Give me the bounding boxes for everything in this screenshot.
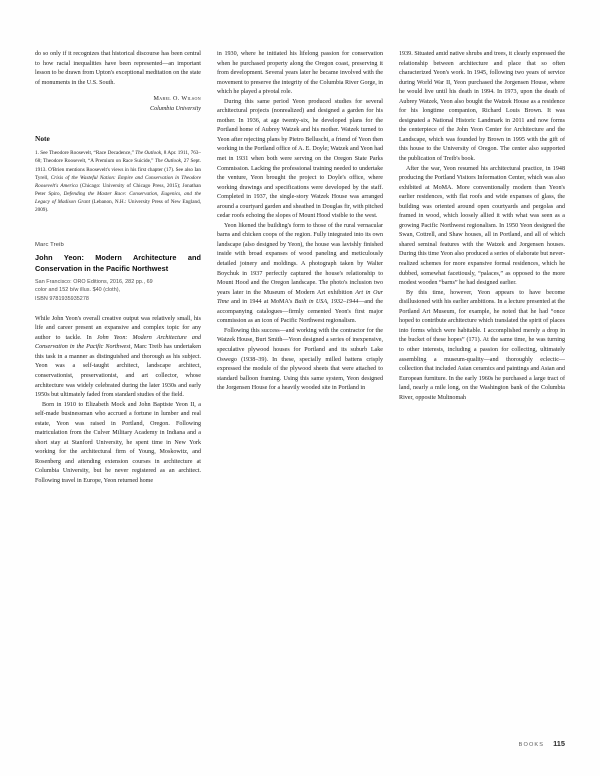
column2-paragraph-3	[217, 222, 383, 327]
column2-paragraph-1: in 1930, where he initiated his lifelong passion for conservation when he purchased property along the Oregon coast, preserving it from development. Several years later he became involved with the movement to preserve the integrity of the Columbia River Gorge, in which he played a pivotal role.	[217, 51, 383, 96]
review-p1-part-b: , Marc Treib has undertaken this task in a manner as distinguished and thorough as his subject. Yeon was a self-taught architect, landscape architect, conservationist, preservationist, and art collector, whose architecture was widely celebrated during the later 1930s and early 1950s but ultimately faded from standard studies of the field.	[35, 344, 201, 399]
three-column-layout	[35, 50, 565, 705]
column3-paragraph-1: 1939. Situated amid native shrubs and trees, it clearly expressed the relationship between architecture and place that so often characterized Yeon's work. In 1945, following two years of service during World War II, Yeon purchased the Jorgensen House, where he would live until his death in 1994. In 1973, upon the death of Aubrey Watzek, Yeon also bought the Watzek House as a residence for his longtime companion, Richard Louis Brown. It was designated a National Historic Landmark in 2011 and now forms the centerpiece of the John Yeon Center for Architecture and the Landscape, which was founded by Brown in 1995 with the gift of this house to the University of Oregon. The center also supported the publication of Treib's book.	[399, 51, 565, 163]
note-segment-3: 27 Sept. 1913. O'Brien mentions Roosevelt's views in his first chapter (17). See also Ian Tyrell,	[35, 158, 201, 181]
publication-line-2: color and 152 b/w illus. $40 (cloth),	[35, 287, 121, 294]
column3-paragraph-2: After the war, Yeon resumed his architectural practice, in 1948 producing the Portland Visitors Information Center, which was also exhibited at MoMA. More conventionally modern than Yeon's earlier residences, with flat roofs and wide expanses of glass, the building was oriented around open courtyards and pergolas and framed in wood, which loosely allied it with what was seen as a growing Pacific Northwest regionalism. In 1950 Yeon designed the Swan, Cottrell, and Shaw houses, all in Portland, and all of which shared seminal features with the Watzek and Jorgensen houses. During this time Yeon also produced a series of elaborate but never-realized schemes for more expansive formal residences, which he dubbed, somewhat facetiously, “palaces,” as opposed to the more modest wooden “barns” he had designed earlier.	[399, 165, 565, 287]
book-review-header	[35, 241, 201, 274]
footer-page-number: 115	[553, 739, 565, 748]
note-italic-1: The Outlook,	[135, 150, 163, 157]
note-segment-5: (Lebanon, N.H.: University Press of New England, 2009).	[35, 198, 201, 213]
column2-p3-part-c: —and the accompanying catalogues—firmly cemented Yeon's first major commission as an icon of Pacific Northwest regionalism.	[217, 299, 383, 325]
column2-p3-part-b: and in 1944 at MoMA's	[228, 299, 295, 306]
column-two	[217, 50, 383, 705]
column-three	[399, 50, 565, 705]
column2-p3-part-a: Yeon likened the building's form to those of the rural vernacular barns and chicken coops of the region. Fully integrated into its own landscape (also designed by Yeon), the house was lavishly finished inside with broad expanses of wood paneling and meticulously detailed joinery and moldings. A photograph taken by Walter Boychuk in 1937 perfectly captured the house's relationship to Mount Hood and the Oregon landscape. The photo's inclusion two years later in the Museum of Modern Art exhibition	[217, 222, 383, 296]
column-one	[35, 50, 201, 705]
page-footer	[519, 739, 565, 748]
note-segment-2: 8 Apr. 1911, 763–68; Theodore Roosevelt, “A Premium on Race Suicide,”	[35, 150, 201, 165]
note-segment-1: 1. See Theodore Roosevelt, “Race Decadence,”	[35, 150, 136, 157]
publication-isbn: ISBN 9781935935278	[35, 295, 89, 302]
continuation-paragraph: do so only if it recognizes that historical discourse has been central to how racial inequalities have been represented—an important lesson to be drawn from Upton's exceptional meditation on the state of monuments in the U.S. South.	[35, 51, 201, 86]
review-paragraph-2: Born in 1910 to Elizabeth Mock and John Baptiste Yeon II, a self-made businessman who accrued a fortune in lumber and real estate, Yeon was raised in Portland, Oregon. Following matriculation from the Culver Military Academy in Indiana and a short stay at Stanford University, he spent time in New York working for the architectural firm of Young, Moskowitz, and Rosenberg and attending extension courses in architecture at Columbia University, but he never registered as an architect. Following travel in Europe, Yeon returned home	[35, 401, 201, 485]
note-text	[35, 149, 201, 214]
book-title: John Yeon: Modern Architecture and Conservation in the Pacific Northwest	[35, 253, 201, 273]
note-italic-4: Defending the Master Race: Conservation, Eugenics, and the Legacy of Madison Grant	[35, 190, 202, 205]
column2-p3-exhibition-title-1: Art in Our Time	[217, 289, 383, 306]
column2-paragraph-2: During this same period Yeon produced studies for several architectural projects (nonrealized) and designed a garden for his mother. In 1936, at age twenty-six, he developed plans for the Portland home of Aubrey Watzek and his mother. Watzek turned to Yeon after rejecting plans by Pietro Belluschi, a friend of Yeon then working in the Portland office of A. E. Doyle; Watzek and Yeon had met in 1931 when both were serving on the Oregon State Parks Commission. Lacking the professional training needed to undertake the venture, Yeon brought the project to Doyle's office, where working drawings and specifications were developed by the staff. Completed in 1937, the single-story Watzek House was arranged around a courtyard garden and sheathed in Douglas fir, with pitched cedar roofs echoing the slopes of Mount Hood visible to the west.	[217, 98, 383, 220]
publication-line-1: San Francisco: ORO Editions, 2016, 282 pp., 69	[35, 279, 153, 286]
column2-paragraph-4: Following this success—and working with the contractor for the Watzek House, Burt Smith—Yeon designed a series of inexpensive, speculative plywood houses for Portland and its suburb Lake Oswego (1938–39). In these, specially milled battens crisply expressed the module of the plywood sheets that were attached to standard balloon framing. Using this same system, Yeon designed the Jorgensen House for a heavily wooded site in Portland in	[217, 327, 383, 392]
footer-section-label: BOOKS	[518, 742, 545, 748]
review-attribution-institution: Columbia University	[150, 106, 201, 113]
note-italic-3: Crisis of the Wasteful Nation: Empire and Conservation in Theodore Roosevelt's America	[35, 174, 201, 189]
book-publication-details	[35, 278, 201, 303]
review-attribution-name: Mabel O. Wilson	[153, 96, 201, 103]
column3-paragraph-3: By this time, however, Yeon appears to have become disillusioned with his earlier ambitions. In a lecture presented at the Portland Art Museum, for example, he noted that he had “once hoped to contribute architecture which translated the spirit of places into forms which were habitable. I accomplished merely a drop in the bucket of these hopes” (171). At the same time, he was turning to other interests, including a passion for collecting, ultimately assembling a museum-quality—and thoroughly eclectic—collection that included Asian ceramics and paintings and Asian and European furniture. In the early 1960s he purchased a large tract of land, nearly a mile long, on the Washington bank of the Columbia River, opposite Multnomah	[399, 289, 566, 401]
note-segment-4: (Chicago: University of Chicago Press, 2015); Jonathan Peter Spiro,	[35, 182, 201, 197]
review-paragraph-1	[35, 315, 201, 401]
review-p1-part-a: While John Yeon's overall creative output was relatively small, his life and career present an expansive and complex topic for any author to tackle. In	[35, 315, 201, 341]
review-body-column-one	[35, 315, 201, 487]
review-p1-italic-title: John Yeon: Modern Architecture and Conservation in the Pacific Northwest	[35, 334, 201, 351]
book-author: Marc Treib	[35, 242, 64, 249]
column2-p3-exhibition-title-2: Built in USA, 1932–1944	[294, 299, 359, 306]
note-heading: Note	[35, 133, 50, 143]
note-italic-2: The Outlook,	[154, 158, 183, 165]
